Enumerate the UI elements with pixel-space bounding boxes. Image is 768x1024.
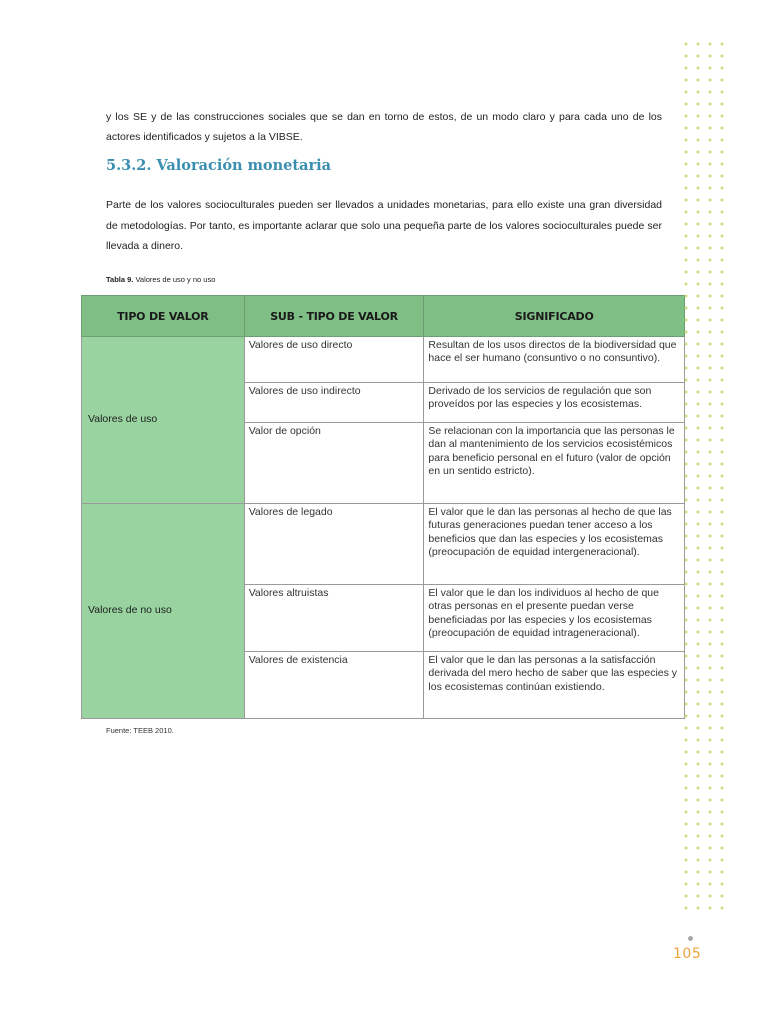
sub-type-cell: Valores de legado	[244, 504, 424, 585]
decorative-dot-pattern	[680, 38, 724, 918]
header-tipo-de-valor: TIPO DE VALOR	[82, 296, 245, 337]
table-caption-text: Valores de uso y no uso	[135, 275, 216, 284]
meaning-cell: El valor que le dan los individuos al hecho de que otras personas en el presente puedan verse beneficiadas por las especies y los ecosistemas (preocupación de equidad intrageneracional).	[424, 585, 685, 652]
table-source: Fuente: TEEB 2010.	[106, 726, 174, 735]
sub-type-cell: Valores de uso directo	[244, 337, 424, 383]
sub-type-cell: Valor de opción	[244, 423, 424, 504]
table-row	[82, 504, 685, 585]
meaning-cell: El valor que le dan las personas al hecho de que las futuras generaciones puedan tener acceso a los beneficios que dan las especies y los ecosistemas (preocupación de equidad intergeneracional).	[424, 504, 685, 585]
section-heading: 5.3.2. Valoración monetaria	[106, 157, 332, 174]
meaning-cell: Se relacionan con la importancia que las personas le dan al mantenimiento de los servicios ecosistémicos para beneficio personal en el futuro (valor de opción en un sentido estricto).	[424, 423, 685, 504]
table-caption-label: Tabla 9.	[106, 275, 134, 284]
sub-type-cell: Valores de existencia	[244, 652, 424, 719]
type-cell-uso: Valores de uso	[82, 337, 245, 504]
meaning-cell: Resultan de los usos directos de la biodiversidad que hace el ser humano (consuntivo o no consuntivo).	[424, 337, 685, 383]
intro-paragraph: y los SE y de las construcciones sociales que se dan en torno de estos, de un modo claro y para cada uno de los actores identificados y sujetos a la VIBSE.	[106, 110, 662, 143]
meaning-cell: Derivado de los servicios de regulación que son proveídos por las especies y los ecosistemas.	[424, 383, 685, 423]
table-caption	[106, 275, 215, 284]
type-cell-no-uso: Valores de no uso	[82, 504, 245, 719]
page-dot-icon	[688, 936, 693, 941]
section-paragraph: Parte de los valores socioculturales pueden ser llevados a unidades monetarias, para ello existe una gran diversidad de metodologías. Por tanto, es importante aclarar que solo una pequeña parte de los valores socioculturales puede ser llevada a dinero.	[106, 199, 662, 252]
table-header-row	[82, 296, 685, 337]
sub-type-cell: Valores altruistas	[244, 585, 424, 652]
sub-type-cell: Valores de uso indirecto	[244, 383, 424, 423]
header-significado: SIGNIFICADO	[424, 296, 685, 337]
meaning-cell: El valor que le dan las personas a la satisfacción derivada del mero hecho de saber que las especies y los ecosistemas continúan existiendo.	[424, 652, 685, 719]
page-number: 105	[673, 946, 702, 962]
values-table	[81, 295, 685, 719]
header-sub-tipo-de-valor: SUB - TIPO DE VALOR	[244, 296, 424, 337]
table-row	[82, 337, 685, 383]
